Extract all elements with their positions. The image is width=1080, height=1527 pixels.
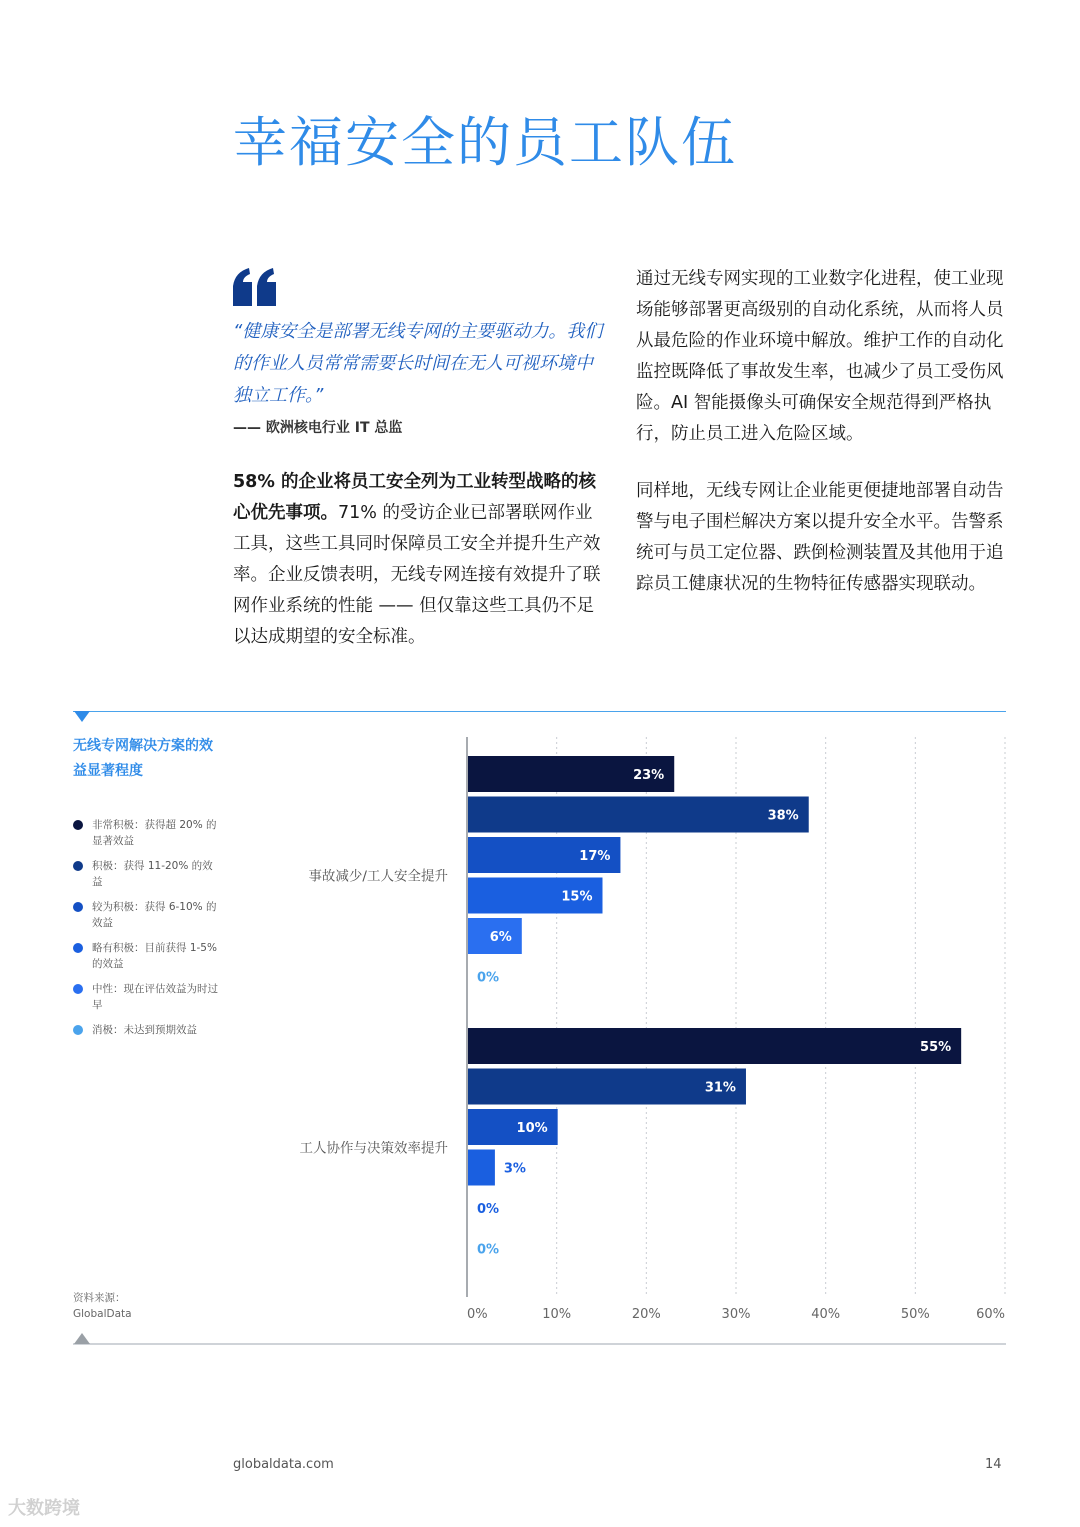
x-tick-label: 60% — [976, 1307, 1005, 1322]
chart-bottom-rule — [73, 1343, 1006, 1345]
data-label: 0% — [477, 1202, 500, 1217]
category-label: 事故减少/工人安全提升 — [308, 868, 448, 885]
x-tick-label: 50% — [900, 1307, 930, 1322]
footer-url[interactable]: globaldata.com — [233, 1457, 334, 1472]
bar — [468, 1028, 961, 1064]
quote-text: “健康安全是部署无线专网的主要驱动力。我们的作业人员常常需要长时间在无人可视环境中独立工作。” — [233, 321, 603, 406]
bar — [468, 1150, 495, 1186]
data-label: 55% — [920, 1040, 952, 1055]
category-label: 工人协作与决策效率提升 — [299, 1140, 448, 1157]
data-label: 31% — [704, 1080, 736, 1096]
data-label: 17% — [579, 849, 611, 864]
x-tick-label: 20% — [631, 1307, 661, 1322]
legend-label: 非常积极：获得超 20% 的显著效益 — [92, 819, 217, 847]
watermark: 大数跨境 — [8, 1498, 80, 1519]
chart-source: 资料来源： GlobalData — [73, 1292, 132, 1320]
data-label: 6% — [489, 930, 512, 945]
legend-label: 消极：未达到预期效益 — [92, 1024, 197, 1036]
data-label: 10% — [516, 1121, 548, 1136]
bar — [468, 797, 809, 833]
triangle-up-icon — [74, 1333, 90, 1345]
data-label: 0% — [477, 970, 500, 986]
x-tick-label: 0% — [467, 1307, 488, 1322]
x-tick-label: 10% — [542, 1307, 572, 1322]
legend-label: 较为积极：获得 6-10% 的效益 — [92, 901, 217, 929]
data-label: 0% — [477, 1242, 500, 1258]
x-tick-label: 40% — [811, 1307, 841, 1322]
legend-label: 略有积极：目前获得 1-5% 的效益 — [92, 942, 217, 970]
page-title: 幸福安全的员工队伍 — [233, 111, 737, 174]
legend-label: 积极：获得 11-20% 的效益 — [92, 860, 213, 888]
right-paragraph-1: 通过无线专网实现的工业数字化进程，使工业现场能够部署更高级别的自动化系统，从而将人员从最危险的作业环境中解放。维护工作的自动化监控既降低了事故发生率，也减少了员工受伤风险。AI 智能摄像头可确保安全规范得到严格执行，防止员工进入危险区域。 — [636, 269, 1004, 444]
data-label: 15% — [561, 889, 593, 905]
left-body-bold: 58% 的企业将员工安全列为工业转型战略的核心优先事项。 — [233, 472, 596, 523]
data-label: 3% — [503, 1161, 526, 1177]
page-number: 14 — [985, 1457, 1002, 1472]
legend-label: 中性：现在评估效益为时过早 — [92, 983, 218, 1011]
quote-attribution: —— 欧洲核电行业 IT 总监 — [233, 420, 403, 436]
chart-title: 无线专网解决方案的效益显著程度 — [73, 738, 213, 779]
x-tick-label: 30% — [721, 1307, 751, 1322]
right-paragraph-2: 同样地，无线专网让企业能更便捷地部署自动告警与电子围栏解决方案以提升安全水平。告警系统可与员工定位器、跌倒检测装置及其他用于追踪员工健康状况的生物特征传感器实现联动。 — [636, 481, 1004, 594]
left-body-text: 71% 的受访企业已部署联网作业工具，这些工具同时保障员工安全并提升生产效率。企业反馈表明，无线专网连接有效提升了联网作业系统的性能 —— 但仅靠这些工具仍不足以达成期望的安全标准。 — [233, 503, 601, 647]
data-label: 38% — [767, 808, 799, 824]
data-label: 23% — [633, 768, 665, 783]
